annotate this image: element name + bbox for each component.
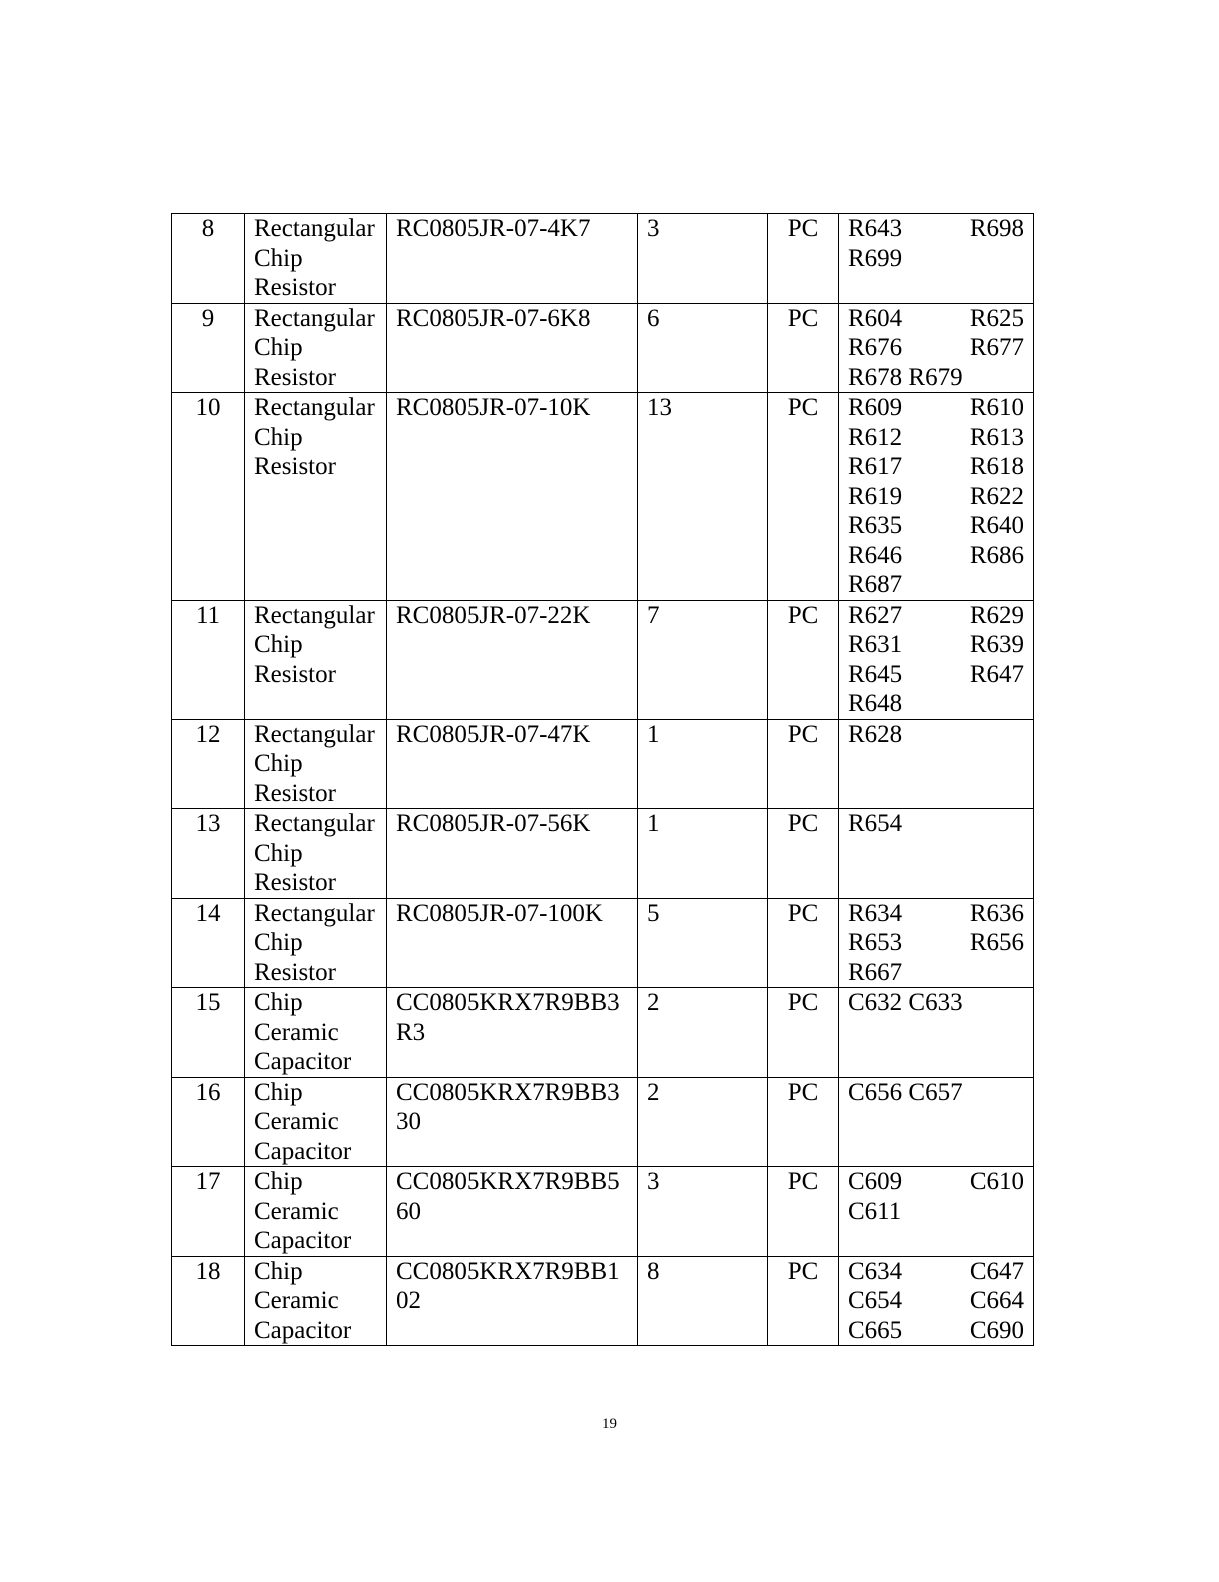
quantity-cell: 3 <box>638 1167 768 1257</box>
reference-line <box>848 1316 1024 1346</box>
bom-table-body <box>172 214 1034 1346</box>
part-number-cell: RC0805JR-07-56K <box>387 809 638 899</box>
bom-table <box>171 213 1034 1346</box>
reference-designator: R647 <box>969 660 1024 688</box>
reference-line <box>848 214 1024 244</box>
reference-designator: R629 <box>969 601 1024 629</box>
unit-cell: PC <box>768 393 839 601</box>
table-row <box>172 1077 1034 1167</box>
reference-designators-cell <box>839 809 1034 899</box>
description-line: Chip <box>254 1257 303 1285</box>
reference-designators-cell <box>839 393 1034 601</box>
reference-designator: C610 <box>969 1168 1024 1195</box>
reference-designator: R636 <box>969 899 1024 927</box>
description-line: Ceramic <box>254 1018 339 1046</box>
description-line: Capacitor <box>254 1137 352 1165</box>
description-line: Rectangular <box>254 601 375 629</box>
reference-designator: R648 <box>848 690 903 717</box>
item-number-cell: 10 <box>172 393 245 601</box>
reference-designator: R678 R679 <box>848 363 963 391</box>
reference-designator: R619 <box>848 482 903 510</box>
description-line: Chip <box>254 1168 303 1195</box>
reference-designator: R646 <box>848 541 903 569</box>
description-line: Chip <box>254 334 303 361</box>
reference-line <box>848 393 1024 423</box>
unit-cell: PC <box>768 809 839 899</box>
description-line: Chip <box>254 750 303 777</box>
reference-designator: C647 <box>969 1257 1024 1285</box>
reference-line <box>848 363 1024 393</box>
description-line: Resistor <box>254 779 336 807</box>
item-number-cell: 13 <box>172 809 245 899</box>
part-number-cell: RC0805JR-07-10K <box>387 393 638 601</box>
part-number-cell: RC0805JR-07-6K8 <box>387 303 638 393</box>
reference-designator: C665 <box>848 1316 903 1344</box>
reference-designator: C609 <box>848 1168 903 1195</box>
description-line: Rectangular <box>254 394 375 421</box>
quantity-cell: 6 <box>638 303 768 393</box>
reference-designator: R667 <box>848 958 903 986</box>
description-line: Chip <box>254 631 303 658</box>
description-line: Chip <box>254 423 303 451</box>
unit-cell: PC <box>768 1077 839 1167</box>
reference-designator: R617 <box>848 453 903 480</box>
reference-designator: R625 <box>969 304 1024 332</box>
unit-cell: PC <box>768 1256 839 1346</box>
description-line: Rectangular <box>254 720 375 748</box>
reference-designator: C654 <box>848 1287 903 1314</box>
quantity-cell: 1 <box>638 809 768 899</box>
reference-designator: R699 <box>848 244 903 272</box>
reference-designator: C611 <box>848 1197 902 1225</box>
description-line: Ceramic <box>254 1108 339 1135</box>
description-line: Chip <box>254 1078 303 1106</box>
reference-line <box>848 541 1024 571</box>
table-row <box>172 988 1034 1078</box>
part-number-cell: RC0805JR-07-100K <box>387 898 638 988</box>
reference-designator: R609 <box>848 394 903 421</box>
description-line: Chip <box>254 989 303 1016</box>
part-number-cell: CC0805KRX7R9BB560 <box>387 1167 638 1257</box>
reference-designators-cell <box>839 898 1034 988</box>
reference-designator: R628 <box>848 720 903 748</box>
reference-designator: R686 <box>969 541 1024 569</box>
reference-line <box>848 482 1024 512</box>
reference-line <box>848 630 1024 660</box>
quantity-cell: 13 <box>638 393 768 601</box>
description-cell <box>245 1167 387 1257</box>
reference-line <box>848 809 1024 839</box>
reference-line <box>848 958 1024 988</box>
description-cell <box>245 1077 387 1167</box>
part-number-cell: CC0805KRX7R9BB102 <box>387 1256 638 1346</box>
description-line: Resistor <box>254 958 336 986</box>
reference-line <box>848 601 1024 631</box>
reference-line <box>848 1257 1024 1287</box>
description-cell <box>245 393 387 601</box>
part-number-cell: RC0805JR-07-47K <box>387 719 638 809</box>
part-number-cell: RC0805JR-07-22K <box>387 600 638 719</box>
item-number-cell: 8 <box>172 214 245 304</box>
quantity-cell: 2 <box>638 988 768 1078</box>
quantity-cell: 2 <box>638 1077 768 1167</box>
reference-designator: R634 <box>848 899 903 927</box>
description-line: Ceramic <box>254 1287 339 1314</box>
unit-cell: PC <box>768 1167 839 1257</box>
quantity-cell: 5 <box>638 898 768 988</box>
description-cell <box>245 303 387 393</box>
reference-designators-cell <box>839 988 1034 1078</box>
reference-designators-cell <box>839 1167 1034 1257</box>
reference-designator: C632 C633 <box>848 989 963 1016</box>
reference-designator: R604 <box>848 304 903 332</box>
description-cell <box>245 809 387 899</box>
table-row <box>172 719 1034 809</box>
reference-designators-cell <box>839 214 1034 304</box>
reference-designator: R643 <box>848 215 903 242</box>
description-cell <box>245 898 387 988</box>
reference-line <box>848 899 1024 929</box>
description-cell <box>245 214 387 304</box>
description-line: Resistor <box>254 660 336 688</box>
reference-designator: C664 <box>969 1287 1024 1314</box>
table-row <box>172 600 1034 719</box>
page-number: 19 <box>602 1416 617 1432</box>
description-line: Resistor <box>254 869 336 896</box>
reference-designators-cell <box>839 1077 1034 1167</box>
description-cell <box>245 600 387 719</box>
reference-line <box>848 452 1024 482</box>
reference-line <box>848 1078 1024 1108</box>
reference-designator: R622 <box>969 482 1024 510</box>
table-row <box>172 898 1034 988</box>
reference-designator: R654 <box>848 810 903 837</box>
reference-designator: R639 <box>969 631 1024 658</box>
reference-line <box>848 304 1024 334</box>
description-line: Resistor <box>254 363 336 391</box>
reference-line <box>848 570 1024 600</box>
table-row <box>172 809 1034 899</box>
reference-designator: R677 <box>969 334 1024 361</box>
part-number-cell: CC0805KRX7R9BB330 <box>387 1077 638 1167</box>
item-number-cell: 18 <box>172 1256 245 1346</box>
description-cell <box>245 988 387 1078</box>
description-line: Rectangular <box>254 304 375 332</box>
reference-designator: R613 <box>969 423 1024 451</box>
reference-line <box>848 660 1024 690</box>
reference-line <box>848 244 1024 274</box>
quantity-cell: 3 <box>638 214 768 304</box>
table-row <box>172 393 1034 601</box>
description-line: Rectangular <box>254 215 375 242</box>
reference-line <box>848 928 1024 958</box>
item-number-cell: 9 <box>172 303 245 393</box>
reference-designator: R610 <box>969 394 1024 421</box>
reference-line <box>848 333 1024 363</box>
reference-designator: R676 <box>848 334 903 361</box>
item-number-cell: 15 <box>172 988 245 1078</box>
reference-designator: R612 <box>848 423 903 451</box>
description-line: Resistor <box>254 274 336 301</box>
reference-designator: R627 <box>848 601 903 629</box>
quantity-cell: 8 <box>638 1256 768 1346</box>
item-number-cell: 12 <box>172 719 245 809</box>
description-line: Resistor <box>254 453 336 480</box>
reference-designator: R656 <box>969 929 1024 956</box>
table-row <box>172 1167 1034 1257</box>
unit-cell: PC <box>768 303 839 393</box>
item-number-cell: 11 <box>172 600 245 719</box>
item-number-cell: 16 <box>172 1077 245 1167</box>
reference-designator: C690 <box>969 1316 1024 1344</box>
table-row <box>172 303 1034 393</box>
table-row <box>172 1256 1034 1346</box>
reference-designators-cell <box>839 1256 1034 1346</box>
description-line: Rectangular <box>254 899 375 927</box>
reference-line <box>848 1286 1024 1316</box>
reference-designator: R687 <box>848 571 903 598</box>
reference-line <box>848 988 1024 1018</box>
reference-designator: R698 <box>969 215 1024 242</box>
description-cell <box>245 1256 387 1346</box>
description-line: Capacitor <box>254 1048 352 1075</box>
unit-cell: PC <box>768 214 839 304</box>
reference-designator: R640 <box>969 512 1024 539</box>
part-number-cell: CC0805KRX7R9BB3R3 <box>387 988 638 1078</box>
reference-designator: R653 <box>848 929 903 956</box>
reference-designator: R635 <box>848 512 903 539</box>
reference-designator: R645 <box>848 660 903 688</box>
reference-designator: R618 <box>969 453 1024 480</box>
reference-line <box>848 689 1024 719</box>
part-number-cell: RC0805JR-07-4K7 <box>387 214 638 304</box>
unit-cell: PC <box>768 898 839 988</box>
reference-designator: R631 <box>848 631 903 658</box>
reference-line <box>848 720 1024 750</box>
item-number-cell: 17 <box>172 1167 245 1257</box>
table-row <box>172 214 1034 304</box>
reference-designators-cell <box>839 719 1034 809</box>
description-line: Ceramic <box>254 1197 339 1225</box>
description-line: Capacitor <box>254 1227 352 1254</box>
quantity-cell: 1 <box>638 719 768 809</box>
description-line: Chip <box>254 244 303 272</box>
reference-designator: C634 <box>848 1257 903 1285</box>
reference-line <box>848 1167 1024 1197</box>
reference-line <box>848 423 1024 453</box>
description-line: Rectangular <box>254 810 375 837</box>
quantity-cell: 7 <box>638 600 768 719</box>
description-line: Capacitor <box>254 1316 352 1344</box>
reference-designator: C656 C657 <box>848 1078 963 1106</box>
description-line: Chip <box>254 929 303 956</box>
reference-line <box>848 1197 1024 1227</box>
reference-line <box>848 511 1024 541</box>
description-cell <box>245 719 387 809</box>
reference-designators-cell <box>839 303 1034 393</box>
unit-cell: PC <box>768 988 839 1078</box>
description-line: Chip <box>254 839 303 867</box>
unit-cell: PC <box>768 600 839 719</box>
reference-designators-cell <box>839 600 1034 719</box>
unit-cell: PC <box>768 719 839 809</box>
item-number-cell: 14 <box>172 898 245 988</box>
